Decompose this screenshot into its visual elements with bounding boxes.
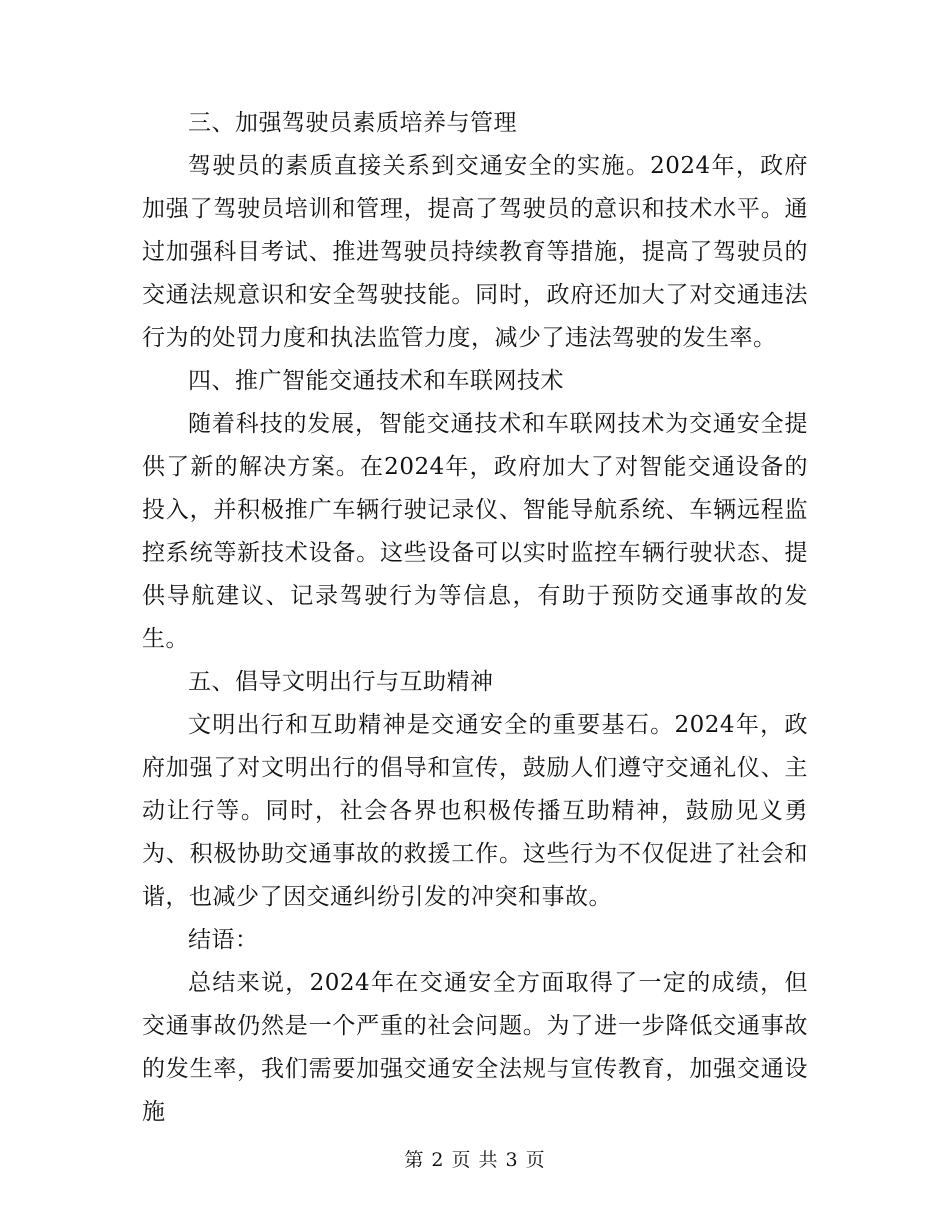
conclusion-paragraph: 总结来说，2024年在交通安全方面取得了一定的成绩，但交通事故仍然是一个严重的社会问题。为了进一步降低交通事故的发生率，我们需要加强交通安全法规与宣传教育，加强交通设施 [142, 970, 808, 1125]
section-paragraph-5: 文明出行和互助精神是交通安全的重要基石。2024年，政府加强了对文明出行的倡导和宣传，鼓励人们遵守交通礼仪、主动让行等。同时，社会各界也积极传播互助精神，鼓励见义勇为、积极协助交通事故的救援工作。这些行为不仅促进了社会和谐，也减少了因交通纠纷引发的冲突和事故。 [142, 712, 808, 910]
section-heading-3: 三、加强驾驶员素质培养与管理 [188, 110, 517, 136]
page-footer: 第 2 页 共 3 页 [404, 1149, 546, 1171]
conclusion-heading: 结语： [188, 927, 259, 953]
section-paragraph-4: 随着科技的发展，智能交通技术和车联网技术为交通安全提供了新的解决方案。在2024年，政府加大了对智能交通设备的投入，并积极推广车辆行驶记录仪、智能导航系统、车辆远程监控系统等新技术设备。这些设备可以实时监控车辆行驶状态、提供导航建议、记录驾驶行为等信息，有助于预防交通事故的发生。 [142, 411, 808, 652]
document-body [142, 102, 808, 1134]
section-heading-4: 四、推广智能交通技术和车联网技术 [188, 368, 564, 394]
section-heading-5: 五、倡导文明出行与互助精神 [188, 669, 494, 695]
section-paragraph-3: 驾驶员的素质直接关系到交通安全的实施。2024年，政府加强了驾驶员培训和管理，提高了驾驶员的意识和技术水平。通过加强科目考试、推进驾驶员持续教育等措施，提高了驾驶员的交通法规意识和安全驾驶技能。同时，政府还加大了对交通违法行为的处罚力度和执法监管力度，减少了违法驾驶的发生率。 [142, 153, 808, 351]
